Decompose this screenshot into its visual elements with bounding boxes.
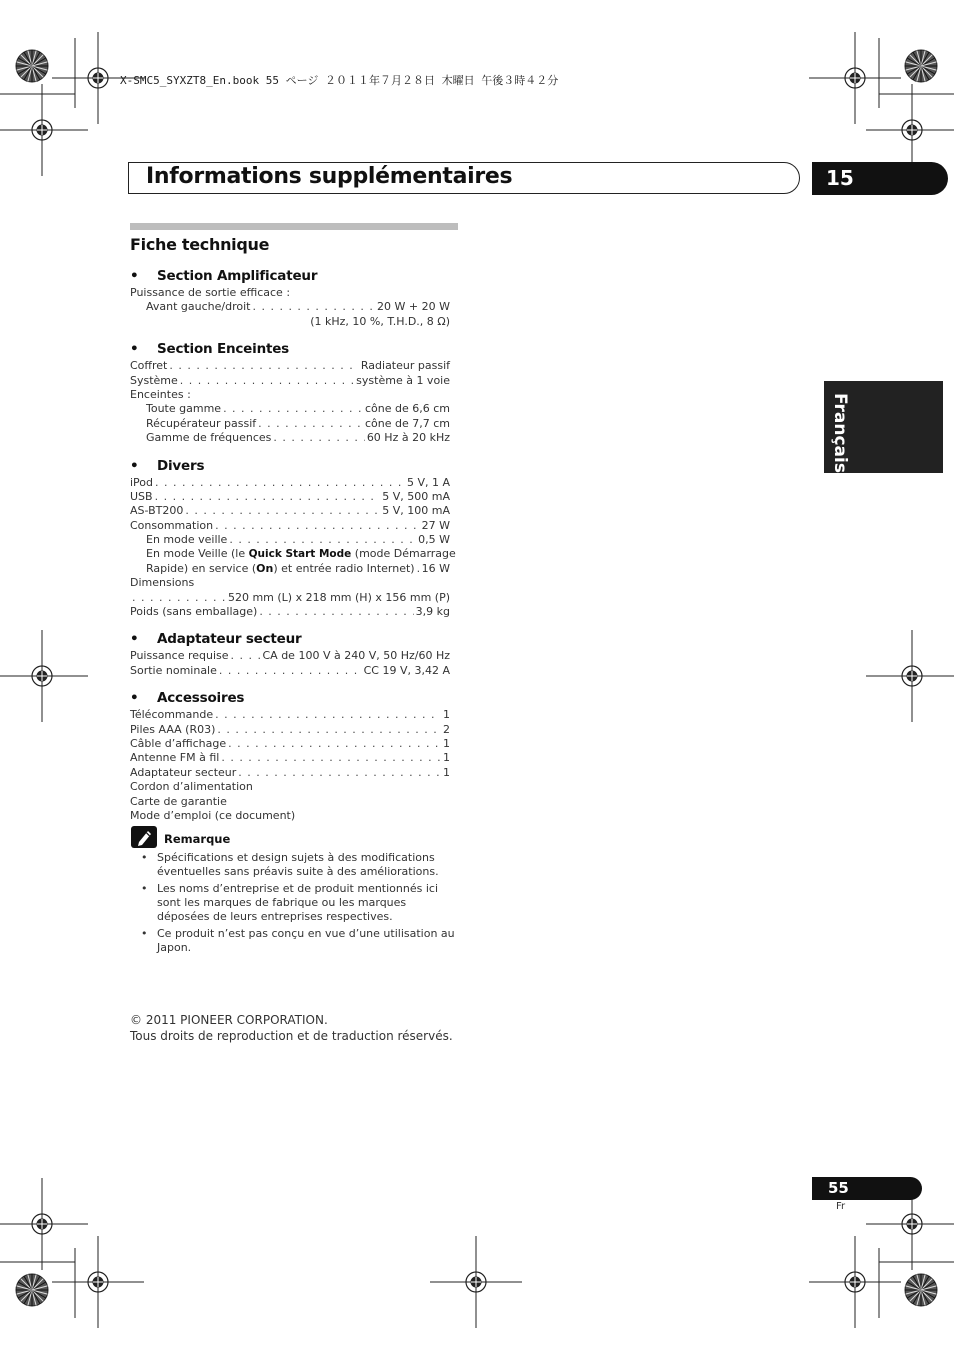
spec-emphasis: On (256, 561, 274, 575)
spec-row (130, 402, 450, 416)
spec-value: 16 W (421, 561, 450, 575)
spec-label: Dimensions (130, 576, 195, 590)
spec-value: 1 (443, 736, 450, 750)
spec-row (130, 359, 450, 373)
spec-value: 5 V, 1 A (406, 475, 450, 489)
spec-heading-accessoires: • Accessoires (130, 690, 450, 706)
spec-value: 1 (443, 751, 450, 765)
spec-value: 20 W + 20 W (377, 300, 450, 314)
spec-label: Puissance requise (130, 649, 229, 663)
spec-value: Radiateur passif (360, 359, 450, 373)
spec-conditions: (1 kHz, 10 %, T.H.D., 8 Ω) (310, 314, 450, 328)
spec-quickstart-line (130, 547, 456, 561)
note-title: Remarque (164, 832, 231, 846)
dot-leader (231, 649, 261, 663)
spec-value: CA de 100 V à 240 V, 50 Hz/60 Hz (262, 649, 450, 663)
dot-leader (155, 476, 405, 490)
language-side-tab-label-wrap (824, 381, 854, 473)
spec-row (130, 766, 450, 780)
spec-value: 2 (443, 722, 450, 736)
dot-leader (221, 751, 441, 765)
spec-row (130, 417, 450, 431)
spec-heading-amplificateur: • Section Amplificateur (130, 268, 450, 284)
spec-row (130, 751, 450, 765)
page-number: 55 (828, 1179, 849, 1197)
spec-row (130, 737, 450, 751)
spec-value: 5 V, 100 mA (382, 504, 450, 518)
dot-leader (132, 591, 226, 605)
dot-leader (258, 417, 363, 431)
spec-row (130, 562, 450, 576)
spec-value: système à 1 voie (356, 373, 450, 387)
spec-value: 0,5 W (418, 533, 450, 547)
note-list (140, 851, 460, 958)
spec-label: Sortie nominale (130, 663, 217, 677)
spec-row (130, 504, 450, 518)
section-title: Fiche technique (130, 235, 270, 254)
spec-text: Rapide) en service ( (146, 561, 257, 575)
spec-value: 27 W (421, 518, 450, 532)
spec-label: Adaptateur secteur (130, 765, 237, 779)
spec-label: En mode veille (146, 533, 228, 547)
spec-text: ) et entrée radio Internet) (273, 561, 415, 575)
dot-leader (252, 300, 375, 314)
page-language-code: Fr (836, 1201, 846, 1212)
dot-leader (238, 766, 441, 780)
spec-value: 1 (443, 765, 450, 779)
chapter-title: Informations supplémentaires (146, 164, 513, 189)
spec-row (130, 649, 450, 663)
spec-value: CC 19 V, 3,42 A (363, 663, 450, 677)
spec-subheading: Enceintes : (130, 387, 191, 401)
dot-leader (215, 708, 441, 722)
spec-value: 60 Hz à 20 kHz (366, 431, 450, 445)
spec-label: AS-BT200 (130, 504, 184, 518)
spec-row (130, 300, 450, 314)
dot-leader (155, 490, 381, 504)
spec-text: En mode Veille (le (146, 547, 249, 561)
spec-label: Câble d’affichage (130, 736, 227, 750)
copyright-rights: Tous droits de reproduction et de traduction réservés. (130, 1029, 453, 1043)
spec-row (130, 533, 450, 547)
dot-leader (217, 723, 441, 737)
dot-leader (259, 605, 413, 619)
dot-leader (273, 431, 364, 445)
spec-value: 520 mm (L) x 218 mm (H) x 156 mm (P) (227, 590, 450, 604)
dot-leader (185, 504, 380, 518)
spec-value: cône de 6,6 cm (364, 402, 450, 416)
note-item: • Spécifications et design sujets à des modifications éventuelles sans préavis suite à des améliorations. (140, 851, 460, 879)
dot-leader (228, 737, 441, 751)
spec-heading-divers: • Divers (130, 458, 450, 474)
spec-label: Piles AAA (R03) (130, 722, 216, 736)
accessory-item: Cordon d’alimentation (130, 780, 253, 794)
print-file-header: X-SMC5_SYXZT8_En.book 55 ページ ２０１１年７月２８日 木曜日 午後３時４２分 (120, 74, 559, 87)
accessory-item: Mode d’emploi (ce document) (130, 808, 296, 822)
copyright-line: © 2011 PIONEER CORPORATION. (130, 1013, 328, 1027)
accessory-item: Carte de garantie (130, 794, 227, 808)
spec-label (146, 562, 415, 576)
pencil-icon-graphic (131, 826, 157, 848)
spec-row (130, 723, 450, 737)
spec-label: Système (130, 373, 178, 387)
spec-value: 1 (443, 708, 450, 722)
dot-leader (180, 374, 354, 388)
spec-row (130, 490, 450, 504)
dot-leader (229, 533, 416, 547)
note-item: • Ce produit n’est pas conçu en vue d’une utilisation au Japon. (140, 927, 460, 955)
dot-leader (219, 664, 362, 678)
spec-label: Antenne FM à fil (130, 751, 220, 765)
pencil-icon (131, 826, 157, 848)
spec-label: Récupérateur passif (146, 416, 257, 430)
chapter-number: 15 (826, 166, 854, 190)
spec-column (130, 262, 456, 823)
spec-value: 5 V, 500 mA (382, 489, 450, 503)
section-rule (130, 223, 458, 230)
spec-text: (mode Démarrage (351, 547, 456, 561)
spec-row (130, 519, 450, 533)
note-item: • Les noms d’entreprise et de produit mentionnés ici sont les marques de fabrique ou les marques déposées de leurs entreprises respectives. (140, 882, 460, 924)
dot-leader (417, 562, 420, 576)
spec-row (130, 708, 450, 722)
spec-label: Télécommande (130, 708, 214, 722)
spec-label: iPod (130, 475, 154, 489)
spec-label: Toute gamme (146, 402, 222, 416)
spec-label: Coffret (130, 359, 168, 373)
spec-row (130, 431, 450, 445)
dot-leader (169, 359, 359, 373)
spec-value: 3,9 kg (415, 605, 450, 619)
spec-row (130, 664, 450, 678)
spec-label: Gamme de fréquences (146, 431, 272, 445)
spec-label: Avant gauche/droit (146, 300, 251, 314)
spec-label: Poids (sans emballage) (130, 605, 258, 619)
dot-leader (215, 519, 420, 533)
spec-value: cône de 7,7 cm (364, 416, 450, 430)
spec-label: Consommation (130, 518, 214, 532)
dot-leader (223, 402, 363, 416)
language-side-tab-label: Français (830, 393, 850, 473)
spec-row (130, 591, 450, 605)
spec-row (130, 476, 450, 490)
spec-row (130, 374, 450, 388)
spec-heading-enceintes: • Section Enceintes (130, 341, 450, 357)
spec-heading-adaptateur: • Adaptateur secteur (130, 631, 450, 647)
spec-intro: Puissance de sortie efficace : (130, 286, 291, 299)
spec-label: USB (130, 489, 153, 503)
spec-emphasis: Quick Start Mode (248, 548, 352, 561)
spec-row (130, 605, 450, 619)
